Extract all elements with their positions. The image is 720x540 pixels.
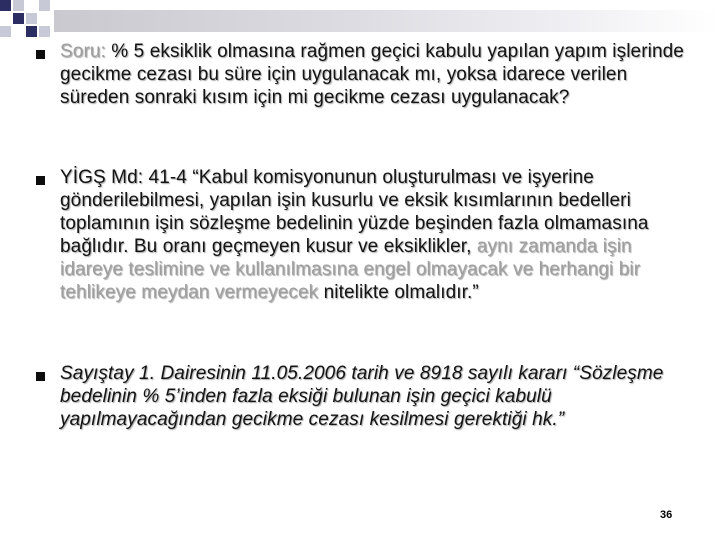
regulation-text-end: nitelikte olmalıdır.” [318,282,479,303]
bullet-square-icon [36,372,45,381]
bullet-square-icon [36,176,45,185]
decor-square [13,13,24,24]
decor-square [26,26,37,37]
decor-square [39,0,50,11]
question-text: % 5 eksiklik olmasına rağmen geçici kabulu yapılan yapım işlerinde gecikme cezası bu süre için uygulanacak mı, yoksa idarece verilen süreden sonraki kısım için mi gecikme cezası uygulanacak? [60,41,684,108]
bullet-text [60,40,690,109]
decision-text: Sayıştay 1. Dairesinin 11.05.2006 tarih ve 8918 sayılı kararı “Sözleşme bedelinin % 5’inden fazla eksiği bulunan işin geçici kabulü yapılmayacağından gecikme cezası kesilmesi gerektiği hk.” [60,363,664,430]
bullet-square-icon [36,50,45,59]
question-label: Soru: [60,41,106,62]
decor-square [13,0,24,11]
decor-square [26,13,37,24]
page-number: 36 [660,509,673,521]
decor-square [0,26,11,37]
decor-square [0,0,11,11]
regulation-highlight: aynı zamanda işin idareye teslimine ve kullanılmasına engel olmayacak ve herhangi bir tehlikeye meydan vermeyecek [60,236,641,303]
bullet-text [60,362,690,431]
decor-square [39,26,50,37]
regulation-text: YİGŞ Md: 41-4 “Kabul komisyonunun oluşturulması ve işyerine gönderilebilmesi, yapılan işin kusurlu ve eksik kısımlarının bedelleri toplamının işin sözleşme bedelinin yüzde beşinden fazla olmamasına bağlıdır. Bu oranı geçmeyen kusur ve eksiklikler, [60,167,649,257]
bullet-text [60,166,690,304]
title-bar-gradient [54,10,720,32]
